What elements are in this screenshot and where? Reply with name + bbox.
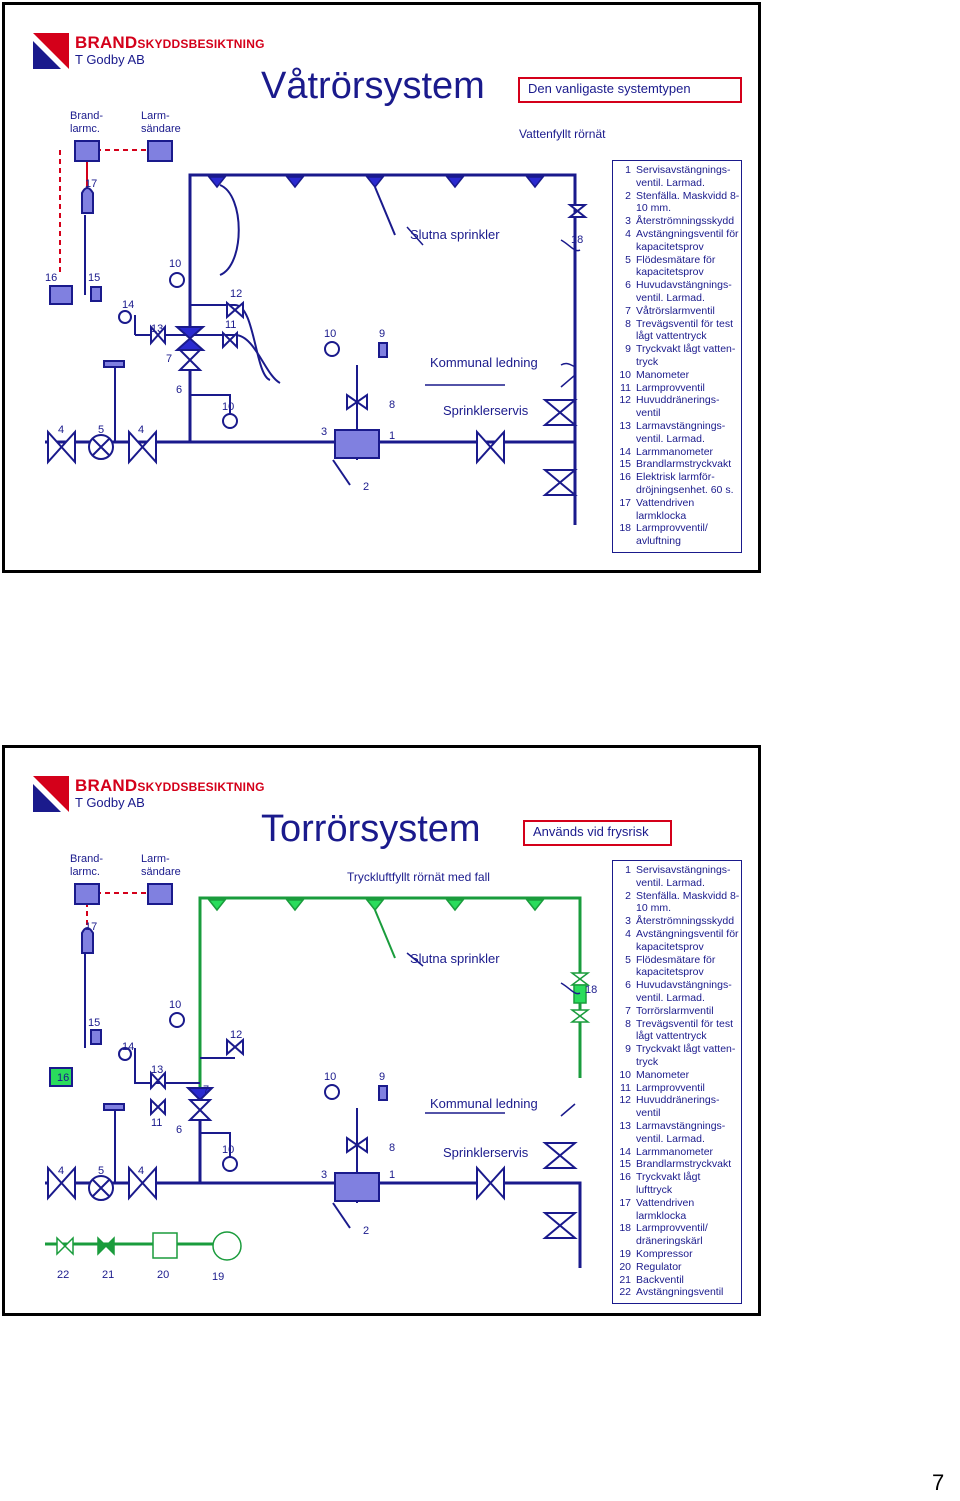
- shutoff-valve-22-icon: [57, 1238, 73, 1254]
- legend-text: Tryckvakt lågt vatten- tryck: [636, 1043, 736, 1068]
- shutoff-valve-4b-icon: [129, 432, 156, 462]
- legend-number: 13: [619, 419, 631, 432]
- svg-text:10: 10: [169, 999, 182, 1011]
- legend-item: [619, 164, 737, 190]
- legend-text: Våtrörslarmventil: [636, 304, 715, 317]
- legend-number: 6: [625, 979, 631, 992]
- legend-item: [619, 318, 737, 344]
- legend-item: [619, 1069, 737, 1082]
- legend-number: 7: [625, 1004, 631, 1017]
- legend-number: 4: [625, 927, 631, 940]
- legend-number: 1: [625, 864, 631, 876]
- delay-unit-16-icon: [50, 286, 72, 304]
- legend-number: 4: [625, 227, 631, 240]
- legend-text: Vattendriven larmklocka: [636, 496, 695, 522]
- legend-number: 16: [619, 471, 631, 484]
- svg-text:17: 17: [85, 178, 98, 190]
- legend-item: [619, 928, 737, 954]
- dry-pipe-diagram: [5, 748, 605, 1308]
- legend-number: 8: [625, 317, 631, 330]
- legend-item: [619, 369, 737, 382]
- legend-text: Trevägsventil för test lågt vattentryck: [636, 317, 734, 343]
- brand-name: BRANDSKYDDSBESIKTNING: [75, 33, 265, 52]
- valve-icon: [545, 1143, 575, 1168]
- sprinkler-head-icon: [367, 900, 383, 910]
- svg-text:20: 20: [157, 1269, 170, 1281]
- alarm-valve-7-icon: [177, 327, 203, 350]
- svg-text:21: 21: [102, 1269, 115, 1281]
- regulator-20-icon: [153, 1233, 177, 1258]
- sprinkler-service-label: Sprinklerservis: [443, 403, 529, 418]
- svg-text:18: 18: [571, 234, 584, 246]
- legend-number: 13: [619, 1119, 631, 1132]
- legend-text: Manometer: [636, 1068, 690, 1081]
- legend-text: Tryckvakt lågt lufttryck: [636, 1171, 701, 1196]
- manometer-10c-icon: [325, 342, 339, 356]
- legend-item: [619, 471, 737, 497]
- legend-text: Stenfälla. Maskvidd 8- 10 mm.: [636, 889, 740, 915]
- legend-number: 20: [619, 1260, 631, 1273]
- legend-text: Larmavstängnings- ventil. Larmad.: [636, 419, 726, 445]
- strainer-2-icon: [335, 430, 379, 458]
- main-shutoff-6-icon: [190, 1100, 210, 1120]
- test-valve-18-icon: [570, 205, 585, 217]
- legend-item: [619, 228, 737, 254]
- svg-text:16: 16: [57, 1072, 70, 1084]
- legend-text: Larmavstängnings- ventil. Larmad.: [636, 1119, 726, 1145]
- svg-text:7: 7: [203, 1084, 210, 1096]
- svg-text:10: 10: [222, 1144, 235, 1156]
- manometer-10b-icon: [223, 414, 237, 428]
- legend-item: [619, 1094, 737, 1120]
- wet-pipe-diagram: [5, 5, 605, 565]
- valve-icon: [545, 470, 575, 495]
- sprinkler-head-icon: [287, 177, 303, 187]
- svg-text:10: 10: [169, 258, 182, 270]
- legend-text: Manometer: [636, 368, 690, 381]
- svg-text:4: 4: [138, 424, 145, 436]
- legend-item: [619, 394, 737, 420]
- legend-number: 12: [619, 394, 631, 407]
- svg-text:2: 2: [363, 481, 370, 493]
- legend-text: Regulator: [636, 1260, 682, 1273]
- pipe-network-label: Vattenfyllt rörnät: [519, 127, 606, 141]
- svg-text:6: 6: [176, 384, 183, 396]
- manometer-10-icon: [170, 273, 184, 287]
- legend-text: Huvudavstängnings- ventil. Larmad.: [636, 979, 732, 1004]
- legend-item: [619, 446, 737, 459]
- manometer-10-icon: [170, 1013, 184, 1027]
- legend-text: Stenfälla. Maskvidd 8- 10 mm.: [636, 189, 740, 215]
- legend-item: [619, 979, 737, 1005]
- pressure-switch-15-icon: [91, 287, 101, 301]
- legend-text: Larmprovventil: [636, 1081, 705, 1094]
- svg-text:18: 18: [585, 984, 598, 996]
- legend-text: Larmprovventil/ avluftning: [636, 522, 708, 548]
- legend-text: Brandlarmstryckvakt: [636, 1158, 732, 1171]
- legend-text: Servisavstängnings- ventil. Larmad.: [636, 164, 731, 189]
- compressor-19-icon: [213, 1232, 241, 1260]
- sprinkler-service-label: Sprinklerservis: [443, 1145, 529, 1160]
- legend-item: [619, 889, 740, 916]
- legend-item: [619, 305, 737, 318]
- legend-number: 21: [619, 1273, 631, 1286]
- legend-item: [619, 254, 737, 280]
- sprinkler-head-icon: [209, 900, 225, 910]
- svg-text:14: 14: [122, 1041, 135, 1053]
- legend-number: 1: [625, 164, 631, 176]
- legend-number: 6: [625, 279, 631, 292]
- svg-text:11: 11: [151, 1117, 163, 1129]
- svg-text:13: 13: [151, 323, 164, 335]
- svg-text:22: 22: [57, 1269, 70, 1281]
- legend-item: [619, 1274, 737, 1287]
- sprinkler-head-icon: [287, 900, 303, 910]
- legend-text: Återströmningsskydd: [636, 915, 735, 928]
- legend-text: Elektrisk larmför- dröjningsenhet. 60 s.: [636, 471, 734, 496]
- legend-number: 3: [625, 915, 631, 928]
- legend-item: [619, 1158, 737, 1171]
- svg-text:8: 8: [389, 399, 396, 411]
- legend-item: [619, 1082, 737, 1095]
- municipal-line-label: Kommunal ledning: [430, 355, 538, 370]
- svg-text:5: 5: [98, 1165, 105, 1177]
- svg-text:3: 3: [321, 1169, 328, 1181]
- legend-number: 5: [625, 253, 631, 266]
- legend-text: Huvudavstängnings- ventil. Larmad.: [636, 279, 732, 304]
- legend-number: 5: [625, 953, 631, 966]
- legend-item: [619, 458, 737, 471]
- fire-alarm-panel-label: Brand- larmc.: [70, 110, 104, 135]
- legend-number: 15: [619, 1158, 631, 1171]
- company-name: T Godby AB: [75, 795, 145, 810]
- legend-text: Huvuddränerings- ventil: [636, 394, 720, 420]
- svg-text:12: 12: [230, 288, 243, 300]
- shutoff-valve-4-icon: [48, 432, 75, 462]
- legend-text: Larmmanometer: [636, 445, 714, 458]
- test-valve-11-icon: [151, 1100, 165, 1114]
- manometer-10b-icon: [223, 1157, 237, 1171]
- legend-number: 18: [619, 1222, 631, 1235]
- legend-number: 14: [619, 445, 631, 458]
- company-name: T Godby AB: [75, 52, 145, 67]
- sprinkler-head-icon: [527, 177, 543, 187]
- legend-text: Flödesmätare för kapacitetsprov: [636, 253, 716, 279]
- legend-item: [619, 1120, 737, 1146]
- alarm-transmitter-icon: [148, 141, 172, 161]
- legend-number: 14: [619, 1145, 631, 1158]
- legend-text: Backventil: [636, 1273, 684, 1286]
- legend-item: [619, 279, 737, 305]
- svg-text:15: 15: [88, 272, 101, 284]
- legend-item: [619, 497, 737, 523]
- slide-wet-pipe-system: [2, 2, 761, 573]
- legend-text: Avstängningsventil för kapacitetsprov: [636, 927, 739, 953]
- sprinkler-head-icon: [527, 900, 543, 910]
- closed-sprinkler-label: Slutna sprinkler: [410, 227, 500, 242]
- drain-valve-12-icon: [227, 1040, 243, 1054]
- svg-text:4: 4: [58, 1165, 65, 1177]
- legend-number: 9: [625, 343, 631, 356]
- fire-alarm-panel-icon: [75, 141, 99, 161]
- alarm-transmitter-label: Larm- sändare: [141, 853, 181, 878]
- legend-item: [619, 420, 737, 446]
- legend-item: [619, 1018, 737, 1044]
- legend-number: 17: [619, 496, 631, 509]
- legend-number: 18: [619, 522, 631, 535]
- sprinkler-head-icon: [367, 177, 383, 187]
- legend-number: 2: [625, 189, 631, 202]
- legend-number: 10: [619, 1068, 631, 1081]
- pressure-switch-15-icon: [91, 1030, 101, 1044]
- svg-text:5: 5: [98, 424, 105, 436]
- legend-text: Vattendriven larmklocka: [636, 1196, 695, 1222]
- legend-number: 9: [625, 1043, 631, 1056]
- legend-item: [619, 1171, 737, 1197]
- main-shutoff-6-icon: [180, 350, 200, 370]
- legend-text: Torrörslarmventil: [636, 1004, 714, 1017]
- page-title: Torrörsystem: [261, 808, 481, 850]
- service-valve-icon: [477, 1168, 504, 1198]
- legend-item: [619, 1043, 737, 1069]
- svg-text:7: 7: [166, 353, 173, 365]
- legend-text: Tryckvakt lågt vatten- tryck: [636, 343, 736, 368]
- closed-sprinkler-label: Slutna sprinkler: [410, 951, 500, 966]
- svg-text:9: 9: [379, 1071, 386, 1083]
- component-legend: [612, 160, 742, 553]
- legend-number: 19: [619, 1247, 631, 1260]
- pipe-network-label: Tryckluftfyllt rörnät med fall: [347, 870, 490, 884]
- alarm-transmitter-icon: [148, 884, 172, 904]
- legend-number: 12: [619, 1094, 631, 1107]
- legend-text: Flödesmätare för kapacitetsprov: [636, 953, 716, 979]
- subtitle-box: Används vid frysrisk: [523, 820, 672, 846]
- svg-text:1: 1: [389, 430, 396, 442]
- legend-item: [619, 954, 737, 980]
- legend-text: Avstängningsventil för kapacitetsprov: [636, 227, 739, 253]
- pressure-switch-9-icon: [379, 343, 387, 357]
- svg-text:10: 10: [324, 328, 337, 340]
- legend-item: [619, 1005, 737, 1018]
- svg-text:4: 4: [138, 1165, 145, 1177]
- page-number: 7: [932, 1470, 945, 1495]
- legend-text: Larmmanometer: [636, 1145, 714, 1158]
- legend-text: Kompressor: [636, 1247, 693, 1260]
- legend-item: [619, 343, 737, 369]
- legend-number: 7: [625, 304, 631, 317]
- legend-text: Huvuddränerings- ventil: [636, 1094, 720, 1120]
- legend-item: [619, 864, 737, 890]
- legend-number: 10: [619, 368, 631, 381]
- legend-text: Brandlarmstryckvakt: [636, 458, 732, 471]
- svg-text:12: 12: [230, 1029, 243, 1041]
- legend-number: 22: [619, 1286, 631, 1299]
- alarm-transmitter-label: Larm- sändare: [141, 110, 181, 135]
- svg-text:19: 19: [212, 1271, 225, 1283]
- legend-text: Avstängningsventil: [636, 1286, 724, 1299]
- legend-item: [619, 1286, 737, 1299]
- svg-text:4: 4: [58, 424, 65, 436]
- legend-item: [619, 1146, 737, 1159]
- legend-number: 16: [619, 1171, 631, 1184]
- svg-text:11: 11: [225, 319, 237, 331]
- sprinkler-head-icon: [447, 900, 463, 910]
- svg-text:2: 2: [363, 1225, 370, 1237]
- legend-number: 11: [620, 1081, 631, 1094]
- svg-text:3: 3: [321, 426, 328, 438]
- legend-number: 8: [625, 1017, 631, 1030]
- alarm-manometer-14-icon: [119, 311, 131, 323]
- legend-item: [619, 1197, 737, 1223]
- legend-text: Larmprovventil: [636, 381, 705, 394]
- svg-text:16: 16: [45, 272, 58, 284]
- svg-text:15: 15: [88, 1017, 101, 1029]
- pressure-switch-9-icon: [379, 1086, 387, 1100]
- legend-item: [619, 1222, 737, 1248]
- legend-text: Servisavstängnings- ventil. Larmad.: [636, 864, 731, 889]
- valve-icon: [545, 1213, 575, 1238]
- svg-text:17: 17: [85, 921, 98, 933]
- component-legend: [612, 860, 742, 1304]
- svg-text:10: 10: [222, 401, 235, 413]
- legend-item: [619, 522, 737, 548]
- legend-item: [619, 1261, 737, 1274]
- svg-text:6: 6: [176, 1124, 183, 1136]
- alarm-bell-17-icon: [82, 188, 93, 213]
- svg-text:13: 13: [151, 1064, 164, 1076]
- sprinkler-head-icon: [447, 177, 463, 187]
- legend-item: [619, 189, 740, 216]
- legend-item: [619, 382, 737, 395]
- service-valve-icon: [477, 432, 504, 462]
- check-valve-21-icon: [98, 1238, 114, 1254]
- legend-number: 15: [619, 458, 631, 471]
- legend-text: Trevägsventil för test lågt vattentryck: [636, 1017, 734, 1043]
- svg-text:14: 14: [122, 299, 135, 311]
- legend-number: 2: [625, 889, 631, 902]
- legend-number: 11: [620, 381, 631, 394]
- valve-icon: [545, 400, 575, 425]
- brand-name: BRANDSKYDDSBESIKTNING: [75, 776, 265, 795]
- fire-alarm-panel-label: Brand- larmc.: [70, 853, 104, 878]
- legend-text: Larmprovventil/ dräneringskärl: [636, 1222, 708, 1248]
- legend-text: Återströmningsskydd: [636, 215, 735, 228]
- subtitle-box: Den vanligaste systemtypen: [518, 77, 742, 103]
- svg-text:10: 10: [324, 1071, 337, 1083]
- svg-text:1: 1: [389, 1169, 396, 1181]
- svg-text:8: 8: [389, 1142, 396, 1154]
- municipal-line-label: Kommunal ledning: [430, 1096, 538, 1111]
- legend-number: 3: [625, 215, 631, 228]
- page-title: Våtrörsystem: [261, 65, 485, 107]
- fire-alarm-panel-icon: [75, 884, 99, 904]
- legend-item: [619, 1248, 737, 1261]
- legend-number: 17: [619, 1196, 631, 1209]
- slide-dry-pipe-system: [2, 745, 761, 1316]
- svg-text:9: 9: [379, 328, 386, 340]
- legend-item: [619, 215, 737, 228]
- legend-item: [619, 915, 737, 928]
- strainer-2-icon: [335, 1173, 379, 1201]
- manometer-10c-icon: [325, 1085, 339, 1099]
